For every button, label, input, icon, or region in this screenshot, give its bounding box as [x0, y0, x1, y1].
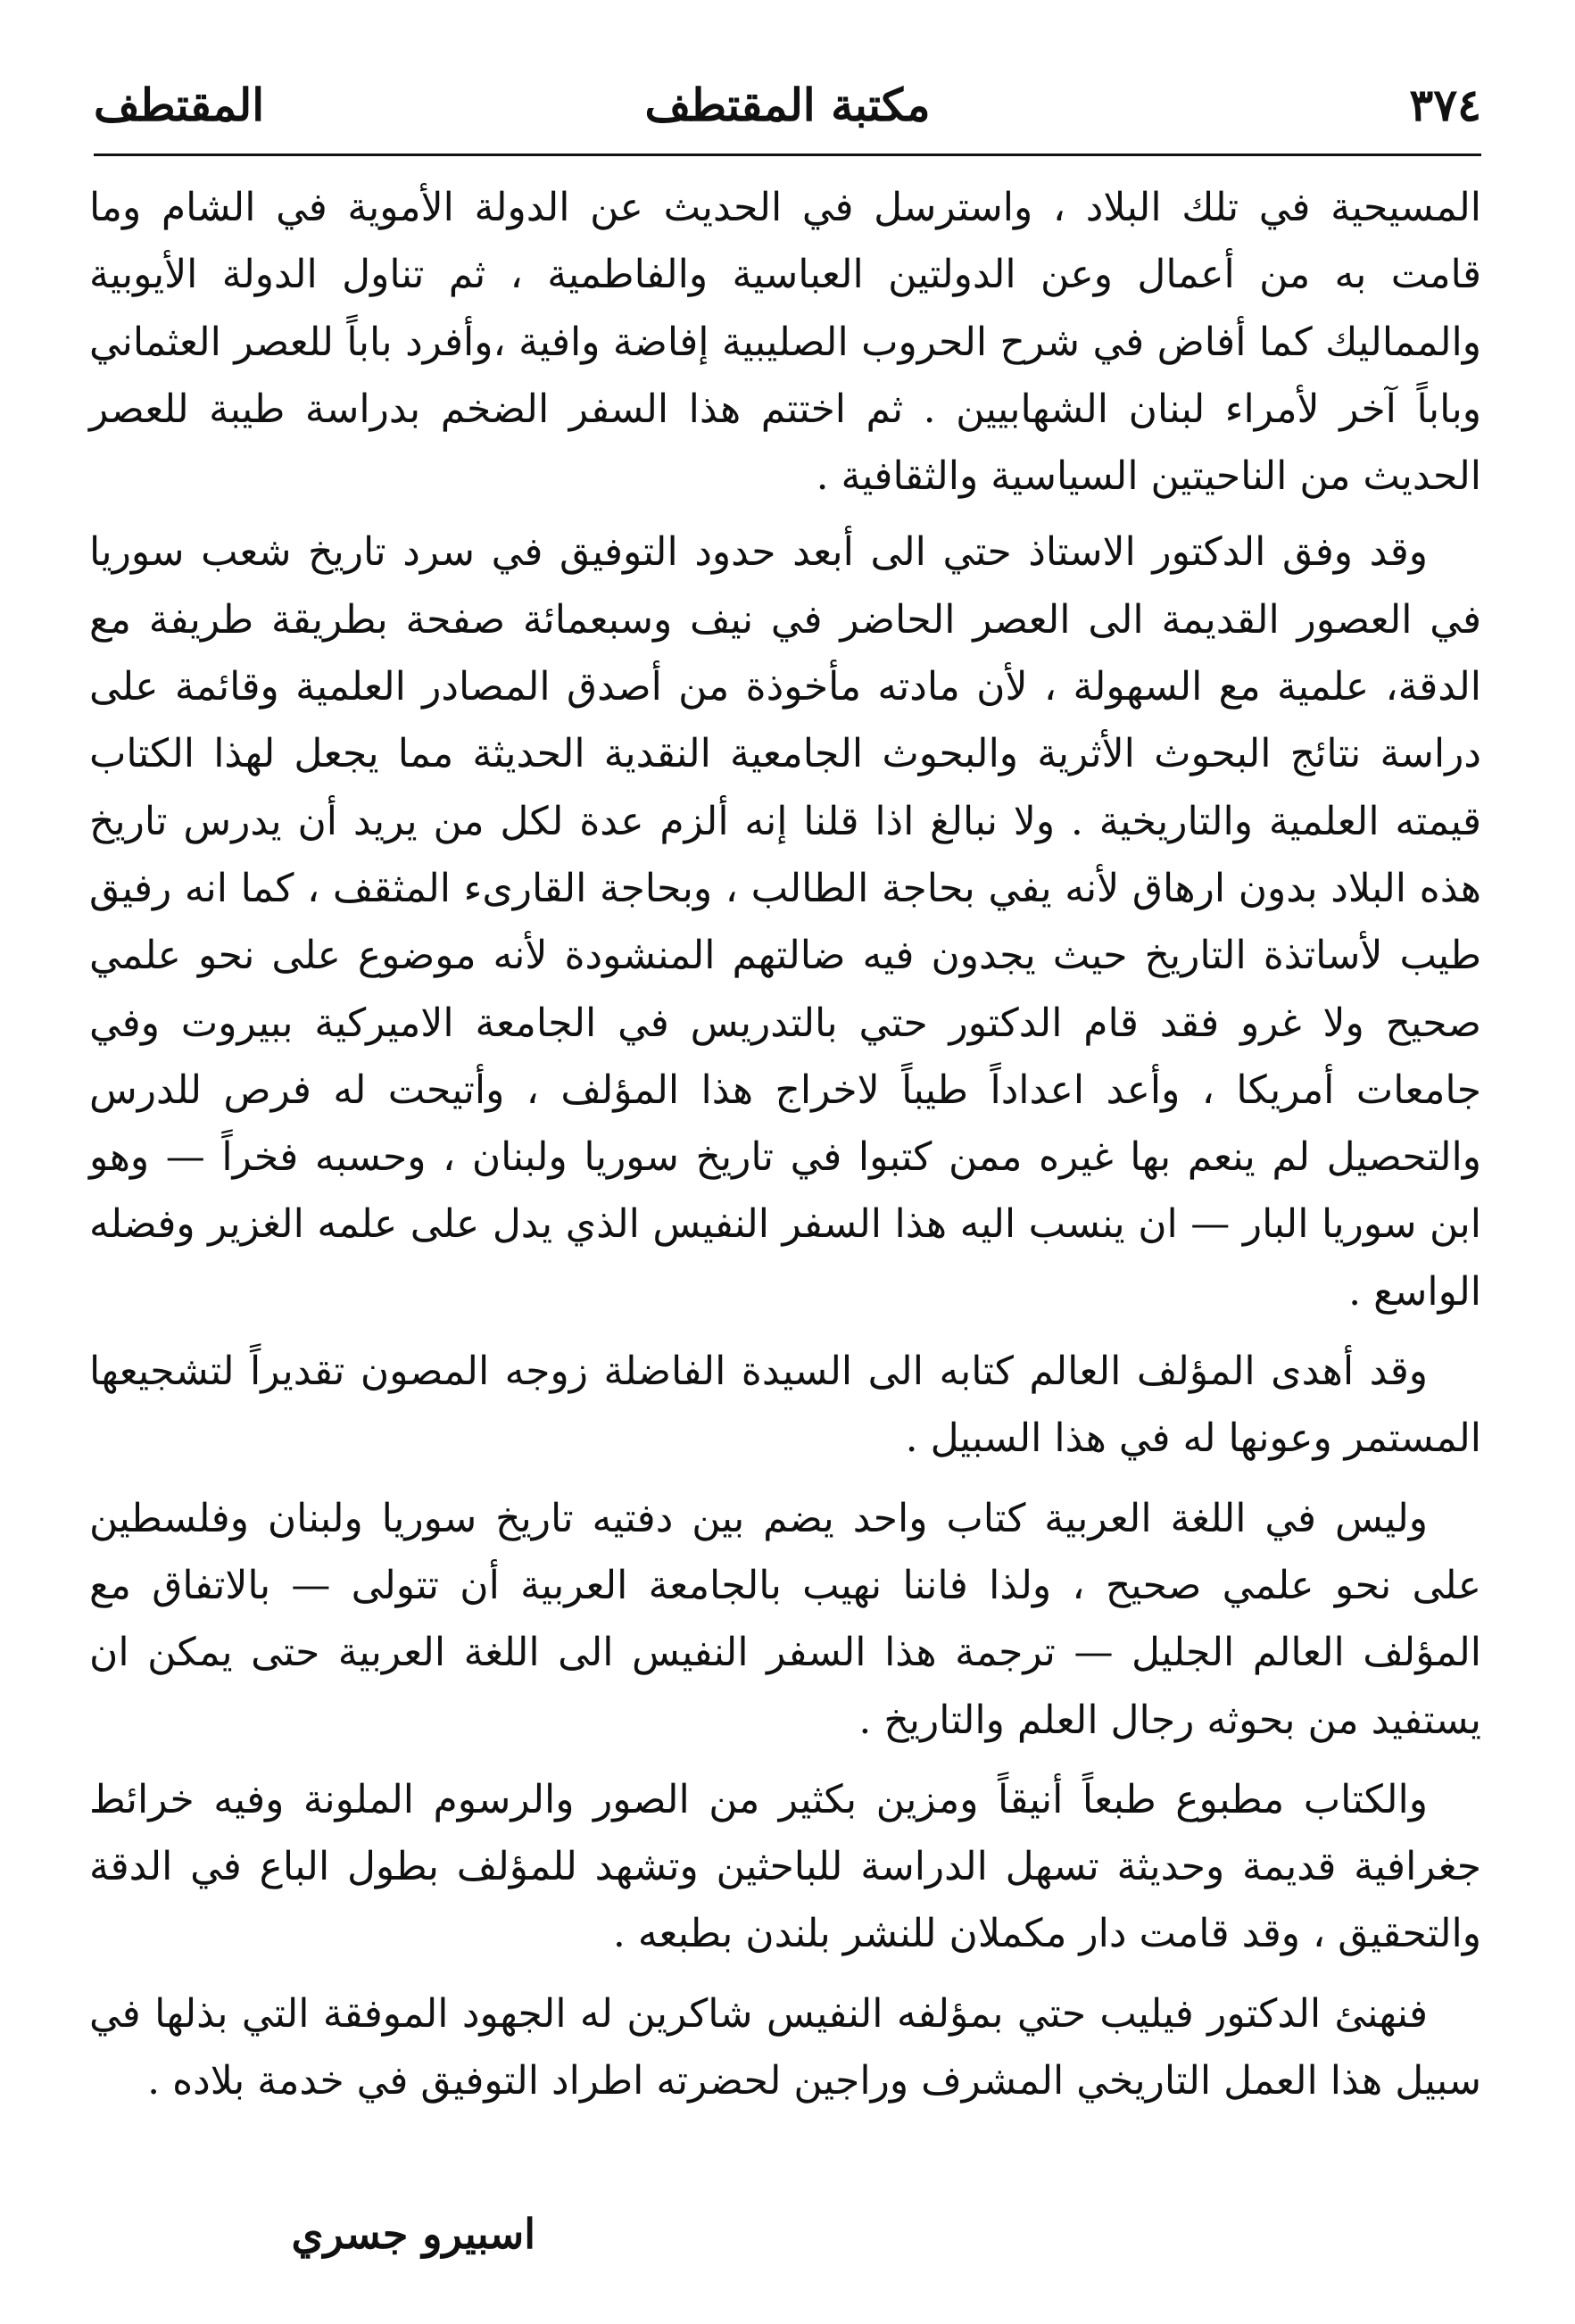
paragraph-congratulation: فنهنئ الدكتور فيليب حتي بمؤلفه النفيس شاكرين له الجهود الموفقة التي بذلها في سبيل هذا العمل التاريخي المشرف وراجين لحضرته اطراد التوفيق في خدمة بلاده .	[89, 1990, 1481, 2104]
paragraph-continuation: المسيحية في تلك البلاد ، واسترسل في الحديث عن الدولة الأموية في الشام وما قامت به من أعمال وعن الدولتين العباسية والفاطمية ، ثم تناول الدولة الأيوبية والمماليك كما أفاض في شرح الحروب الصليبية إفاضة وافية ،وأفرد باباً للعصر العثماني وباباً آخر لأمراء لبنان الشهابيين . ثم اختتم هذا السفر الضخم بدراسة طيبة للعصر الحديث من الناحيتين السياسية والثقافية .	[89, 185, 1482, 500]
paragraph-dedication: وقد أهدى المؤلف العالم كتابه الى السيدة الفاضلة زوجه المصون تقديراً لتشجيعها المستمر وعونها له في هذا السبيل .	[89, 1349, 1481, 1462]
author-signature: اسبيرو جسري	[291, 2210, 535, 2258]
paragraph-printing: والكتاب مطبوع طبعاً أنيقاً ومزين بكثير من الصور والرسوم الملونة وفيه خرائط جغرافية قديمة وحديثة تسهل الدراسة للباحثين وتشهد للمؤلف بطول الباع في الدقة والتحقيق ، وقد قامت دار مكملان للنشر بلندن بطبعه .	[89, 1776, 1481, 1957]
paragraph-translation-call: وليس في اللغة العربية كتاب واحد يضم بين دفتيه تاريخ سوريا ولبنان وفلسطين على نحو علمي صحيح ، ولذا فاننا نهيب بالجامعة العربية أن تتولى — بالاتفاق مع المؤلف العالم الجليل — ترجمة هذا السفر النفيس الى اللغة العربية حتى يمكن ان يستفيد من بحوثه رجال العلم والتاريخ .	[89, 1495, 1481, 1743]
running-title: مكتبة المقتطف	[644, 79, 931, 131]
paragraph-praise: وقد وفق الدكتور الاستاذ حتي الى أبعد حدود التوفيق في سرد تاريخ شعب سوريا في العصور القديمة الى العصر الحاضر في نيف وسبعمائة صفحة بطريقة طريفة مع الدقة، علمية مع السهولة ، لأن مادته مأخوذة من أصدق المصادر العلمية وقائمة على دراسة نتائج البحوث الأثرية والبحوث الجامعية النقدية الحديثة مما يجعل لهذا الكتاب قيمته العلمية والتاريخية . ولا نبالغ اذا قلنا إنه ألزم عدة لكل من يريد أن يدرس تاريخ هذه البلاد بدون ارهاق لأنه يفي بحاجة الطالب ، وبحاجة القارىء المثقف ، كما انه رفيق طيب لأساتذة التاريخ حيث يجدون فيه ضالتهم المنشودة لأنه موضوع على نحو علمي صحيح ولا غرو فقد قام الدكتور حتي بالتدريس في الجامعة الاميركية ببيروت وفي جامعات أمريكا ، وأعد اعداداً طيباً لاخراج هذا المؤلف ، وأتيحت له فرص للدرس والتحصيل لم ينعم بها غيره ممن كتبوا في تاريخ سوريا ولبنان ، وحسبه فخراً — وهو ابن سوريا البار — ان ينسب اليه هذا السفر النفيس الذي يدل على علمه الغزير وفضله الواسع .	[89, 529, 1482, 1315]
page-header	[94, 70, 1481, 141]
page-number: ٣٧٤	[1409, 79, 1481, 131]
journal-name: المقتطف	[94, 79, 265, 131]
header-rule	[94, 154, 1481, 156]
article-body	[89, 174, 1481, 2114]
